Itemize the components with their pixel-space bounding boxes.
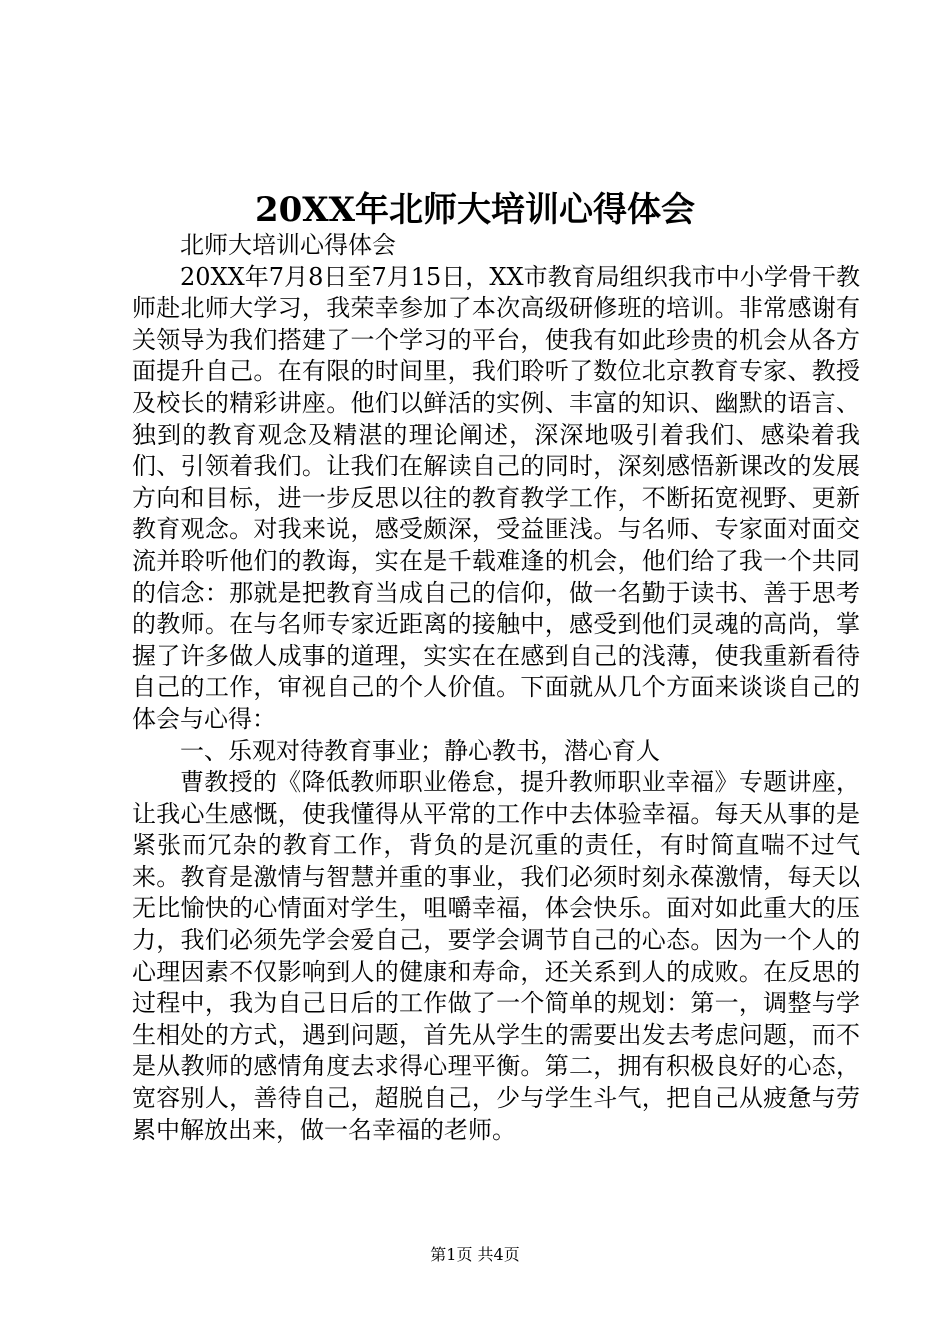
document-title: 20XX年北师大培训心得体会 (254, 190, 696, 230)
document-body (132, 230, 860, 1146)
paragraph-intro: 20XX年7月8日至7月15日，XX市教育局组织我市中小学骨干教师赴北师大学习，我荣幸参加了本次高级研修班的培训。非常感谢有关领导为我们搭建了一个学习的平台，使我有如此珍贵的机会从各方面提升自己。在有限的时间里，我们聆听了数位北京教育专家、教授及校长的精彩讲座。他们以鲜活的实例、丰富的知识、幽默的语言、独到的教育观念及精湛的理论阐述，深深地吸引着我们、感染着我们、引领着我们。让我们在解读自己的同时，深刻感悟新课改的发展方向和目标，进一步反思以往的教育教学工作，不断拓宽视野、更新教育观念。对我来说，感受颇深，受益匪浅。与名师、专家面对面交流并聆听他们的教诲，实在是千载难逢的机会，他们给了我一个共同的信念：那就是把教育当成自己的信仰，做一名勤于读书、善于思考的教师。在与名师专家近距离的接触中，感受到他们灵魂的高尚，掌握了许多做人成事的道理，实实在在感到自己的浅薄，使我重新看待自己的工作，审视自己的个人价值。下面就从几个方面来谈谈自己的体会与心得： (132, 262, 860, 733)
page-footer: 第1页 共4页 (430, 1245, 520, 1264)
paragraph-subtitle: 北师大培训心得体会 (180, 231, 396, 259)
section-heading-1: 一、乐观对待教育事业；静心教书，潜心育人 (180, 736, 660, 765)
paragraph-section-1: 曹教授的《降低教师职业倦怠，提升教师职业幸福》专题讲座，让我心生感慨，使我懂得从平常的工作中去体验幸福。每天从事的是紧张而冗杂的教育工作，背负的是沉重的责任，有时简直喘不过气来。教育是激情与智慧并重的事业，我们必须时刻永葆激情，每天以无比愉快的心情面对学生，咀嚼幸福，体会快乐。面对如此重大的压力，我们必须先学会爱自己，要学会调节自己的心态。因为一个人的心理因素不仅影响到人的健康和寿命，还关系到人的成败。在反思的过程中，我为自己日后的工作做了一个简单的规划：第一，调整与学生相处的方式，遇到问题，首先从学生的需要出发去考虑问题，而不是从教师的感情角度去求得心理平衡。第二，拥有积极良好的心态，宽容别人，善待自己，超脱自己，少与学生斗气，把自己从疲惫与劳累中解放出来，做一名幸福的老师。 (132, 768, 860, 1144)
